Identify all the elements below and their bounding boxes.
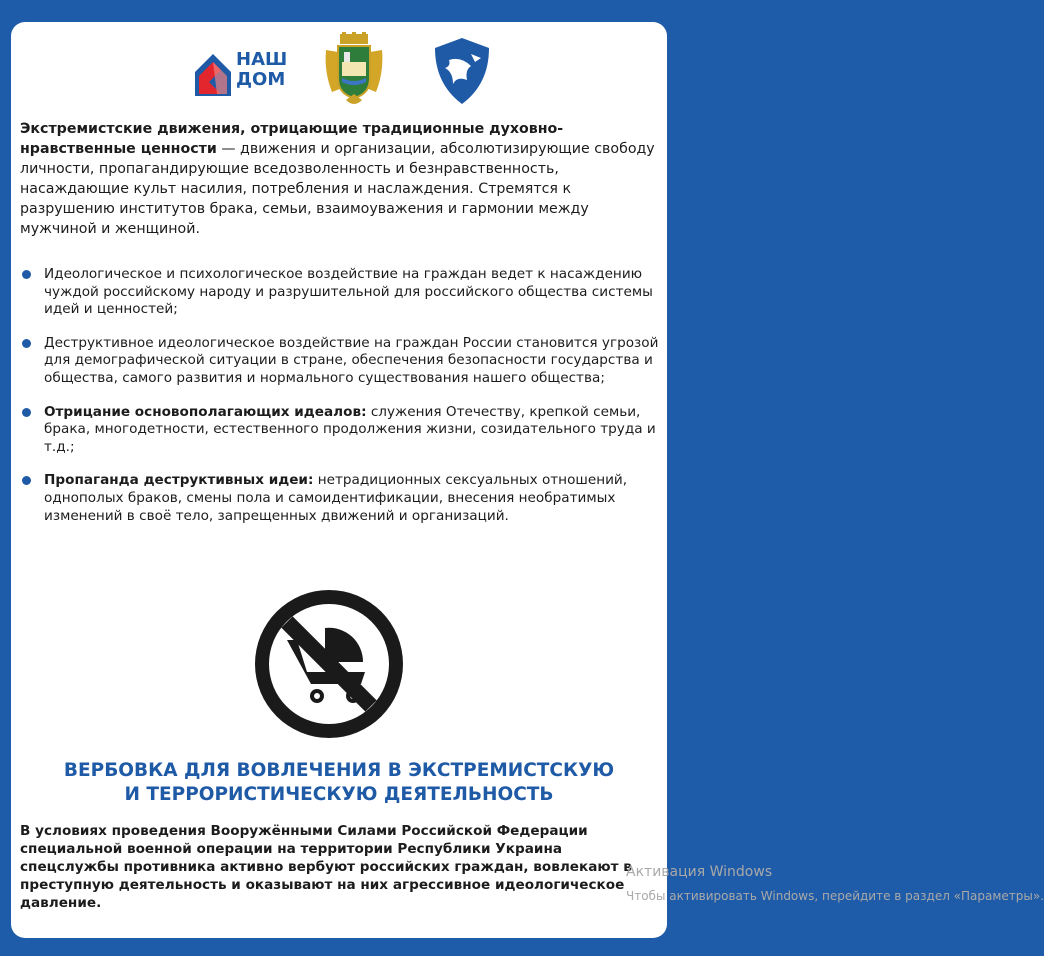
section-heading [11,759,667,807]
heading-line2: И ТЕРРОРИСТИЧЕСКУЮ ДЕЯТЕЛЬНОСТЬ [124,784,554,805]
list-item-text: Идеологическое и психологическое воздействие на граждан ведет к насаждению чуждой российскому народу и разрушительной для российского общества системы идей и ценностей; [44,266,653,318]
list-item-bold: Отрицание основополагающих идеалов: [44,403,367,420]
shield-dove-icon [431,36,493,106]
list-item [20,404,660,457]
bullet-icon [22,476,31,485]
nash-dom-logo [191,40,301,100]
list-item-bold: Пропаганда деструктивных идеи: [44,472,314,489]
list-item [20,335,660,388]
list-item-text: Деструктивное идеологическое воздействие на граждан России становится угрозой для демографической ситуации в стране, обеспечения безопасности государства и общества, самого развития и нормального существования нашего общества; [44,334,659,386]
list-item-text: нетрадиционных сексуальных отношений, однополых браков, смены пола и самоидентификации, внесения необратимых изменений в своё тело, запрещенных движений и организаций. [44,472,628,524]
intro-text: — движения и организации, абсолютизирующие свободу личности, пропагандирующие вседозволенность и безнравственность, насаждающие культ насилия, потребления и наслаждения. Стремятся к разрушению институтов брака, семьи, взаимоуважения и гармонии между мужчиной и женщиной. [20,141,655,237]
list-item [20,266,660,319]
watermark-line2: Чтобы активировать Windows, перейдите в раздел «Параметры». [626,889,1044,903]
logo-row [11,32,667,112]
list-item-text: служения Отечеству, крепкой семьи, брака, многодетности, естественного продолжения жизни, созидательного труда и т.д.; [44,403,656,455]
intro-paragraph [20,119,660,239]
heading-line1: ВЕРБОВКА ДЛЯ ВОВЛЕЧЕНИЯ В ЭКСТРЕМИСТСКУЮ [63,760,615,781]
final-paragraph: В условиях проведения Вооружёнными Силами Российской Федерации специальной военной операции на территории Республики Украина спецслужбы противника активно вербуют российских граждан, вовлекают в преступную деятельность и оказывают на них агрессивное идеологическое давление. [20,823,632,911]
intro-bold: Экстремистские движения, отрицающие традиционные духовно-нравственные ценности [20,121,564,157]
bullet-icon [22,270,31,279]
nash-dom-text-line2: ДОМ [236,69,286,90]
nash-dom-text-line1: НАШ [236,49,288,70]
watermark-line1: Активация Windows [626,864,773,880]
bullet-icon [22,408,31,417]
coat-of-arms-icon [322,32,386,108]
no-stroller-icon [253,588,405,740]
info-card [11,22,667,938]
list-item [20,472,660,525]
bullet-icon [22,339,31,348]
bullet-list [20,266,660,525]
windows-activation-watermark [626,860,1044,908]
